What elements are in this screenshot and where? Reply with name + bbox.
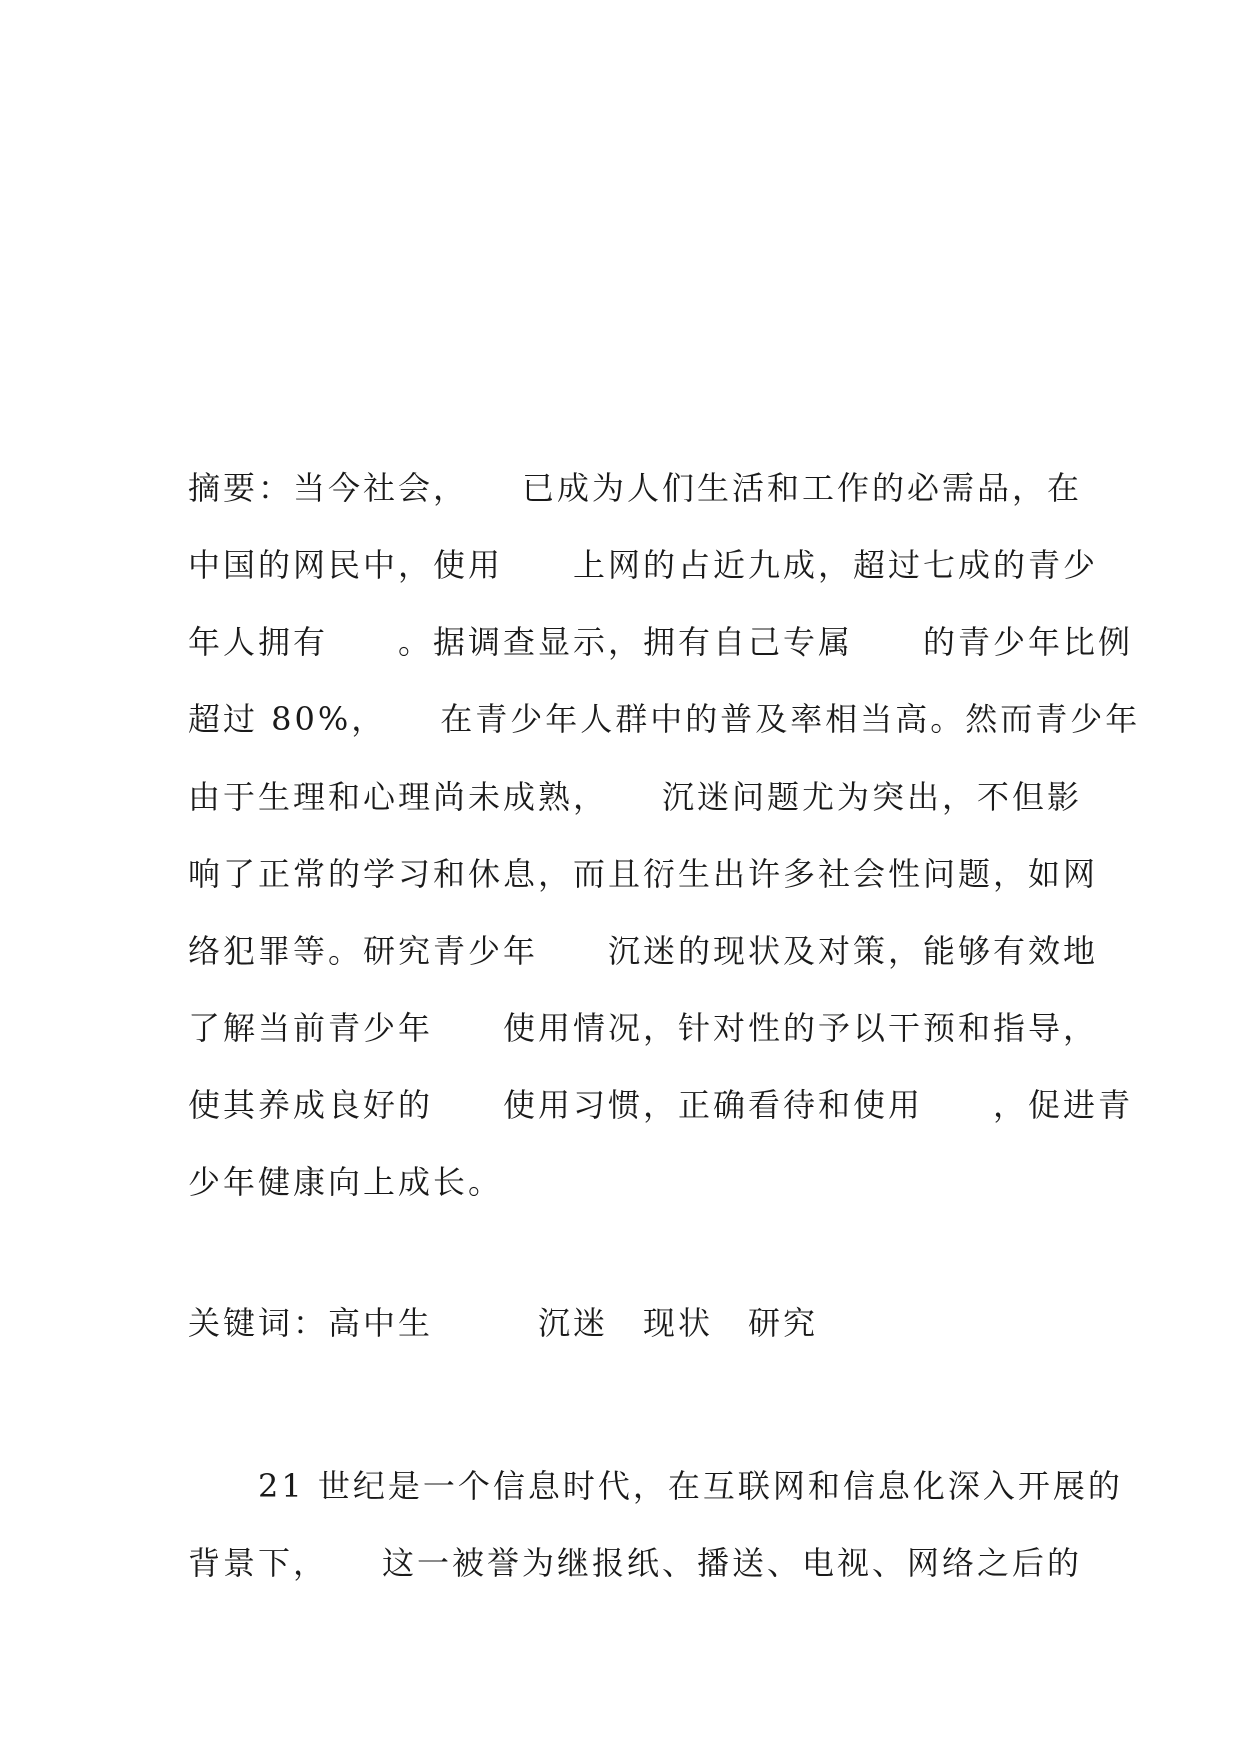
abstract-line: 络犯罪等。研究青少年 沉迷的现状及对策，能够有效地 [188,932,1099,970]
abstract-line: 超过 80%， 在青少年人群中的普及率相当高。然而青少年 [188,700,1141,738]
abstract-line: 响了正常的学习和休息，而且衍生出许多社会性问题，如网 [188,855,1099,893]
abstract-line: 年人拥有 。据调查显示，拥有自己专属 的青少年比例 [188,623,1134,661]
abstract-line: 中国的网民中，使用 上网的占近九成，超过七成的青少 [188,546,1099,584]
body-text-line: 21 世纪是一个信息时代，在互联网和信息化深入开展的 [188,1467,1123,1505]
keywords-line: 关键词：高中生 沉迷 现状 研究 [188,1304,819,1342]
abstract-line: 少年健康向上成长。 [188,1163,504,1201]
abstract-line: 摘要：当今社会， 已成为人们生活和工作的必需品，在 [188,469,1083,507]
body-text-line: 背景下， 这一被誉为继报纸、播送、电视、网络之后的 [188,1544,1083,1582]
abstract-line: 使其养成良好的 使用习惯，正确看待和使用 ，促进青 [188,1086,1134,1124]
abstract-line: 了解当前青少年 使用情况，针对性的予以干预和指导， [188,1009,1099,1047]
abstract-line: 由于生理和心理尚未成熟， 沉迷问题尤为突出，不但影 [188,778,1083,816]
